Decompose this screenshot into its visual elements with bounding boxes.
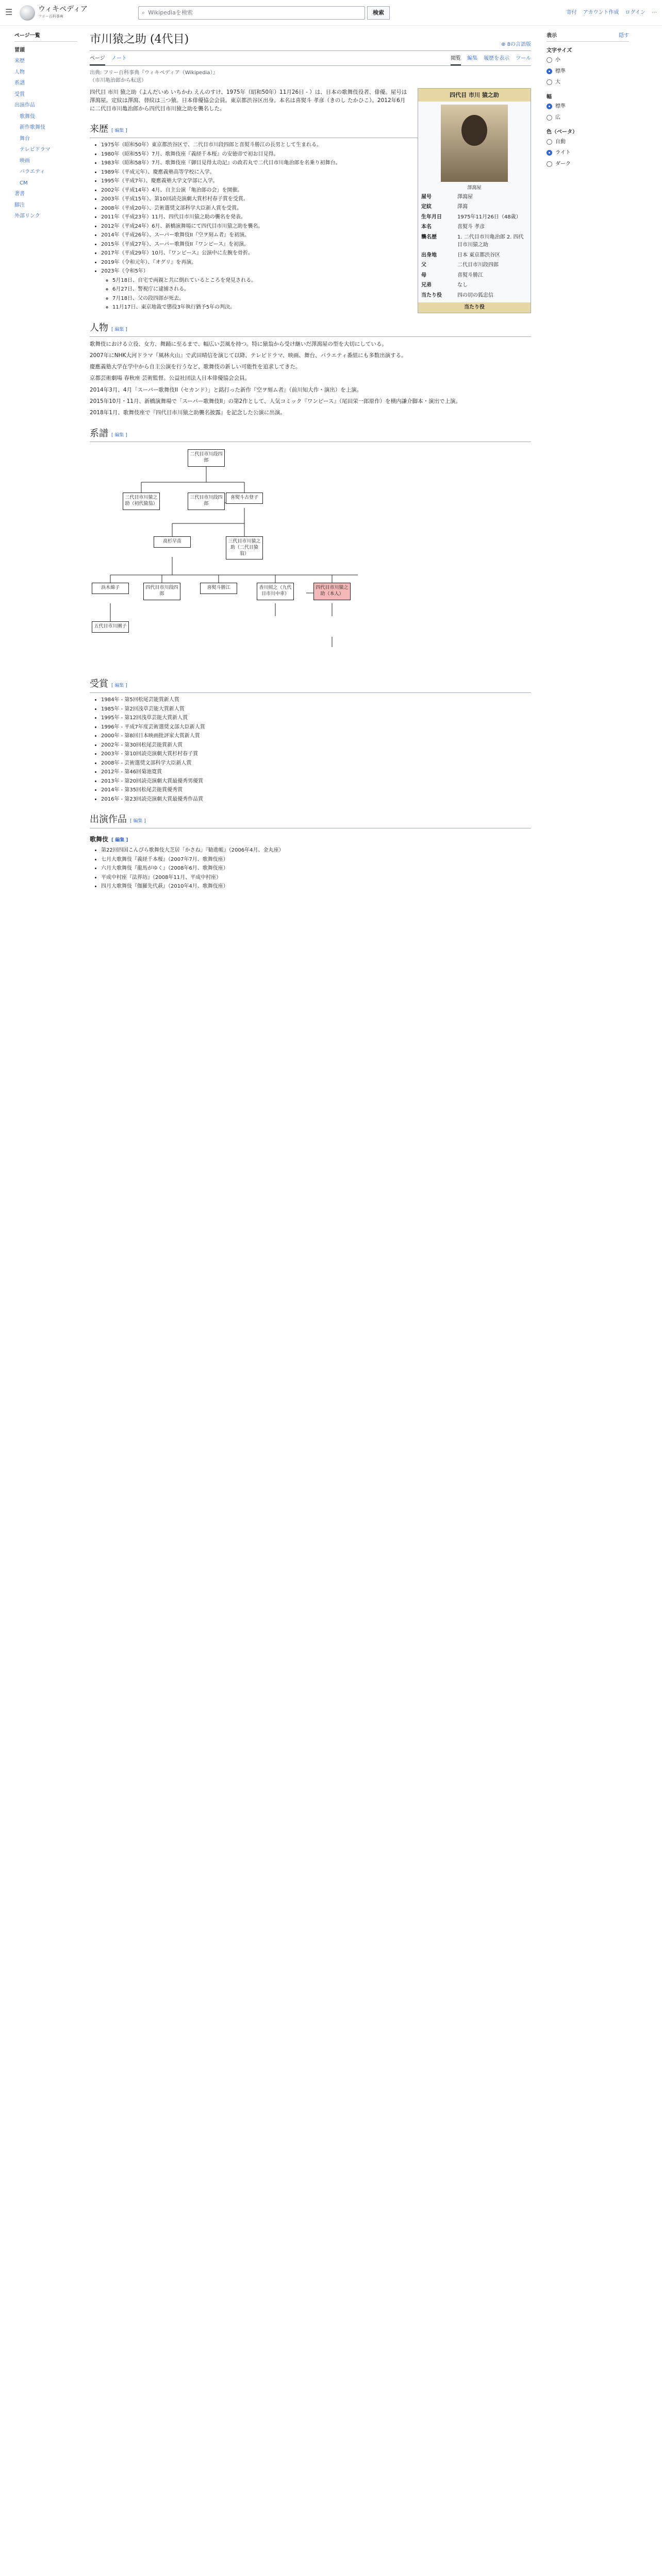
award-item: • 2013年 - 第20回読売演劇大賞最優秀男優賞 bbox=[101, 777, 531, 786]
section-works-title: 出演作品 bbox=[90, 814, 127, 825]
infobox-value: 澤瀉 bbox=[457, 204, 468, 210]
infobox-key: 出身地 bbox=[421, 252, 437, 258]
award-item: • 1996年 - 平成7年度芸術選奨文部大臣新人賞 bbox=[101, 723, 531, 732]
career-item: • 2023年（令和5年） bbox=[101, 267, 531, 276]
text-size-label: 文字サイズ bbox=[547, 47, 572, 54]
section-awards-title: 受賞 bbox=[90, 679, 108, 690]
width-option[interactable] bbox=[547, 112, 629, 124]
infobox-value: なし bbox=[457, 282, 468, 289]
lead-paragraph: 四代目 市川 猿之助（よんだいめ いちかわ えんのすけ、1975年（昭和50年）11月26日 - ）は、日本の歌舞伎役者、俳優。屋号は澤瀉屋。定紋は澤瀉、替紋は三つ猿。日本俳優協会会員。東京都渋谷区出身。本名は喜熨斗 孝彦（きのし たかひこ）。2012年6月に二代目市川亀治郎から四代目市川猿之助を襲名した。 bbox=[90, 89, 407, 112]
section-person-title: 人物 bbox=[90, 322, 108, 333]
infobox-value: 四の切の狐忠信 bbox=[457, 292, 493, 298]
color-option-label: ライト bbox=[555, 150, 571, 156]
subsection-kabuki bbox=[90, 835, 531, 844]
section-family-title: 系譜 bbox=[90, 428, 108, 439]
family-node[interactable]: 二代目市川猿之助（初代猿翁） bbox=[123, 493, 160, 510]
person-paragraph: 2007年にNHK大河ドラマ『風林火山』で武田晴信を演じて以降、テレビドラマ、映画、舞台、バラエティ番組にも多数出演する。 bbox=[90, 352, 407, 359]
infobox-title: 四代目 市川 猿之助 bbox=[418, 89, 531, 101]
infobox-value: 1975年11月26日（48歳） bbox=[457, 214, 521, 220]
infobox-value: 1. 二代目市川亀治郎 2. 四代目市川猿之助 bbox=[457, 234, 524, 248]
radio-icon[interactable] bbox=[547, 150, 552, 156]
kabuki-item: • 七月大歌舞伎『義経千本桜』（2007年7月、歌舞伎座） bbox=[101, 856, 531, 864]
language-button[interactable]: ⊕ 8の言語版 bbox=[501, 41, 531, 47]
redirect-note[interactable]: （市川亀治郎から転送） bbox=[90, 78, 146, 84]
toc-item[interactable]: バラエティ bbox=[20, 169, 45, 175]
toc-item[interactable]: CM bbox=[20, 180, 28, 186]
subsection-kabuki-title: 歌舞伎 bbox=[90, 836, 109, 843]
site-header bbox=[0, 0, 662, 26]
toc-item[interactable]: 系譜 bbox=[14, 80, 25, 86]
text-size-option[interactable] bbox=[547, 55, 629, 66]
width-label: 幅 bbox=[547, 94, 552, 100]
award-item: • 2016年 - 第23回読売演劇大賞最優秀作品賞 bbox=[101, 795, 531, 804]
kabuki-item: • 第22回四国こんぴら歌舞伎大芝居「かさね」『勧進帳』（2006年4月、金丸座） bbox=[101, 846, 531, 855]
appearance-panel bbox=[531, 26, 629, 892]
text-size-option-label: 標準 bbox=[555, 68, 566, 74]
infobox-value: 二代目市川段四郎 bbox=[457, 262, 499, 268]
career-item: • 1995年（平成7年）、慶應義塾大学文学部に入学。 bbox=[101, 177, 531, 185]
infobox-row bbox=[418, 222, 531, 232]
tab-page[interactable]: ページ bbox=[90, 53, 105, 65]
infobox-value: 喜熨斗 孝彦 bbox=[457, 224, 485, 230]
text-size-option[interactable] bbox=[547, 66, 629, 77]
toc-item[interactable]: 歌舞伎 bbox=[20, 113, 35, 120]
color-option[interactable] bbox=[547, 137, 629, 148]
career-item: • 1975年（昭和50年）東京都渋谷区で、二代目市川段四郎と喜熨斗勝江の長男として生まれる。 bbox=[101, 141, 531, 149]
infobox bbox=[418, 88, 531, 313]
toc-item[interactable]: 受賞 bbox=[14, 91, 25, 97]
career-item: • 2002年（平成14年）4月、自主公演「亀治郎の会」を開催。 bbox=[101, 187, 531, 195]
career-item: • 2012年（平成24年）6月、新橋演舞場にて四代目市川猿之助を襲名。 bbox=[101, 223, 531, 231]
toc-item[interactable]: 外部リンク bbox=[14, 213, 40, 219]
color-label: 色（ベータ） bbox=[547, 129, 577, 135]
toc-title: ページ一覧 bbox=[14, 32, 77, 42]
career-item: • 1989年（平成元年）、慶應義塾高等学校に入学。 bbox=[101, 168, 531, 177]
tab-talk[interactable]: ノート bbox=[111, 56, 127, 62]
infobox-key: 本名 bbox=[421, 224, 432, 230]
family-node[interactable]: 高杉早苗 bbox=[154, 536, 191, 548]
edit-link[interactable]: [ 編集 ] bbox=[130, 819, 146, 824]
text-size-option-label: 小 bbox=[555, 57, 560, 63]
toc-item[interactable]: 映画 bbox=[20, 158, 30, 164]
edit-link[interactable]: [ 編集 ] bbox=[111, 327, 127, 332]
kabuki-list bbox=[90, 846, 531, 891]
section-person bbox=[90, 321, 531, 337]
logo-title: ウィキペディア bbox=[38, 5, 88, 14]
radio-icon[interactable] bbox=[547, 69, 552, 74]
infobox-row bbox=[418, 291, 531, 301]
career-subitem: ◦ 6月27日、警視庁に逮捕される。 bbox=[112, 285, 531, 294]
infobox-row bbox=[418, 192, 531, 202]
infobox-key: 当たり役 bbox=[421, 292, 442, 298]
search-icon: ⌕ bbox=[142, 9, 145, 16]
award-item: • 2000年 - 第8回日本映画批評家大賞新人賞 bbox=[101, 732, 531, 740]
family-node[interactable]: 四代目市川猿之助（本人） bbox=[313, 583, 351, 600]
person-paragraph: 2014年3月、4月「スーパー歌舞伎II（セカンド）」と銘打った新作『空ヲ刻ム者』（前川知大作・演出）を上演。 bbox=[90, 386, 362, 393]
search-form bbox=[138, 6, 390, 20]
donate-link[interactable]: 寄付 bbox=[566, 9, 577, 15]
person-paragraph: 2015年10月・11月、新橋演舞場で「スーパー歌舞伎II」の第2作として、人気コミック『ワンピース』（尾田栄一郎原作）を横内謙介脚本・演出で上演。 bbox=[90, 398, 461, 404]
tab-history[interactable]: 履歴を表示 bbox=[484, 56, 510, 62]
page-title-bar bbox=[90, 31, 531, 51]
kabuki-item: • 平成中村座『法界坊』（2008年11月、平成中村座） bbox=[101, 874, 531, 882]
portrait-image[interactable] bbox=[441, 105, 508, 182]
award-item: • 2008年 - 芸術選奨文部科学大臣新人賞 bbox=[101, 759, 531, 768]
infobox-row bbox=[418, 270, 531, 281]
award-item: • 2002年 - 第30回松尾芸能賞新人賞 bbox=[101, 741, 531, 750]
person-paragraph: 歌舞伎における立役、女方、舞踊に至るまで、幅広い芸風を持つ。特に猿翁から受け継いだ澤瀉屋の型を大切にしている。 bbox=[90, 341, 387, 347]
infobox-row bbox=[418, 260, 531, 270]
career-subitem: ◦ 5月18日、自宅で両親と共に倒れているところを発見される。 bbox=[112, 277, 531, 285]
family-node[interactable]: 香川照之（九代目市川中車） bbox=[257, 583, 294, 600]
family-tree bbox=[90, 446, 531, 668]
radio-icon[interactable] bbox=[547, 115, 552, 121]
search-button[interactable]: 検索 bbox=[367, 6, 390, 20]
hide-button[interactable]: 隠す bbox=[619, 33, 629, 39]
width-option-label: 広 bbox=[555, 114, 560, 121]
logo-subtitle: フリー百科事典 bbox=[38, 14, 63, 19]
career-item: • 1980年（昭和55年）7月、歌舞伎座『義経千本桜』の安徳帝で初お目見得。 bbox=[101, 150, 531, 159]
page-title: 市川猿之助 (4代目) bbox=[90, 33, 189, 46]
search-placeholder: Wikipediaを検索 bbox=[148, 9, 193, 16]
career-item: • 2003年（平成15年）、第10回読売演劇大賞杉村春子賞を受賞。 bbox=[101, 195, 531, 204]
infobox-row bbox=[418, 212, 531, 223]
infobox-key: 父 bbox=[421, 262, 426, 268]
radio-icon[interactable] bbox=[547, 104, 552, 109]
award-item: • 2003年 - 第10回読売演劇大賞杉村春子賞 bbox=[101, 750, 531, 758]
career-item: • 2011年（平成23年）11月、四代目市川猿之助の襲名を発表。 bbox=[101, 213, 531, 222]
award-item: • 2014年 - 第35回松尾芸能賞優秀賞 bbox=[101, 786, 531, 794]
infobox-row bbox=[418, 280, 531, 291]
language-button-label: 8の言語版 bbox=[507, 41, 531, 47]
create-account-link[interactable]: アカウント作成 bbox=[583, 9, 619, 15]
source-line: 出典: フリー百科事典『ウィキペディア（Wikipedia）』 bbox=[90, 70, 218, 76]
section-works bbox=[90, 812, 531, 828]
login-link[interactable]: ログイン bbox=[625, 9, 646, 15]
toc-item[interactable]: 新作歌舞伎 bbox=[20, 125, 45, 130]
person-paragraph: 京都芸術劇場 春秋座 芸術監督。公益社団法人日本俳優協会会員。 bbox=[90, 375, 251, 382]
kabuki-item: • 六月大歌舞伎『龍馬がゆく』（2008年6月、歌舞伎座） bbox=[101, 865, 531, 873]
infobox-key: 生年月日 bbox=[421, 214, 442, 220]
tab-edit[interactable]: 編集 bbox=[467, 56, 478, 62]
page-tabs bbox=[90, 51, 531, 66]
career-subitem: ◦ 11月17日、東京地裁で懲役3年執行猶予5年の判決。 bbox=[112, 303, 531, 312]
awards-list bbox=[90, 696, 531, 803]
person-paragraph: 慶應義塾大学在学中から自主公演を行うなど、歌舞伎の新しい可能性を追求してきた。 bbox=[90, 364, 301, 370]
text-size-option-label: 大 bbox=[555, 79, 560, 85]
globe-icon bbox=[20, 5, 35, 21]
career-subitem: ◦ 7月18日、父の段四郎が死去。 bbox=[112, 295, 531, 303]
family-node[interactable]: 喜熨斗古登子 bbox=[226, 493, 263, 504]
career-item: • 2008年（平成20年）、芸術選奨文部科学大臣新人賞を受賞。 bbox=[101, 205, 531, 213]
infobox-row bbox=[418, 202, 531, 212]
kabuki-item: • 四月大歌舞伎『伽羅先代萩』（2010年4月、歌舞伎座） bbox=[101, 883, 531, 891]
width-option[interactable] bbox=[547, 101, 629, 112]
family-node[interactable]: 三代目市川猿之助（二代目猿翁） bbox=[226, 536, 263, 560]
toc-item[interactable]: 脚注 bbox=[14, 202, 25, 208]
section-awards bbox=[90, 677, 531, 693]
radio-icon[interactable] bbox=[547, 161, 552, 167]
infobox-key: 兄弟 bbox=[421, 282, 432, 289]
infobox-row bbox=[418, 232, 531, 250]
section-career-title: 来歴 bbox=[90, 124, 108, 135]
search-input[interactable] bbox=[138, 6, 365, 20]
table-of-contents bbox=[0, 26, 77, 892]
wikipedia-logo[interactable] bbox=[20, 5, 107, 21]
appearance-title: 表示 bbox=[547, 33, 557, 39]
infobox-key: 屋号 bbox=[421, 194, 432, 200]
toc-item[interactable]: 来歴 bbox=[14, 58, 25, 64]
toc-item[interactable]: 人物 bbox=[14, 69, 25, 75]
career-item: • 1983年（昭和58年）7月、歌舞伎座『御目見得太功記』の政若丸で二代目市川亀治郎を名乗り初舞台。 bbox=[101, 159, 531, 167]
career-item: • 2019年（令和元年）、『オグリ』を再演。 bbox=[101, 259, 531, 267]
more-icon[interactable]: ⋯ bbox=[652, 9, 657, 15]
person-paragraph: 2018年1月、歌舞伎座で『四代目市川猿之助襲名披露』を記念した公演に出演。 bbox=[90, 410, 286, 416]
family-node[interactable]: 二代目市川段四郎 bbox=[188, 449, 225, 466]
award-item: • 2012年 - 第46回菊池寛賞 bbox=[101, 768, 531, 776]
family-node[interactable]: 三代目市川段四郎 bbox=[188, 493, 225, 510]
tab-tools[interactable]: ツール bbox=[516, 56, 531, 62]
tab-read[interactable]: 閲覧 bbox=[451, 53, 461, 65]
toc-item[interactable]: テレビドラマ bbox=[20, 147, 51, 152]
radio-icon[interactable] bbox=[547, 79, 552, 85]
toc-item[interactable]: 出演作品 bbox=[14, 103, 35, 108]
infobox-key: 母 bbox=[421, 272, 426, 278]
career-item: • 2017年（平成29年）10月、『ワンピース』公演中に左腕を骨折。 bbox=[101, 249, 531, 258]
family-node[interactable]: 喜熨斗勝江 bbox=[200, 583, 237, 594]
appearance-header bbox=[547, 32, 629, 42]
award-item: • 1995年 - 第12回浅草芸能大賞新人賞 bbox=[101, 714, 531, 722]
hamburger-menu-icon[interactable]: ☰ bbox=[5, 7, 13, 18]
radio-icon[interactable] bbox=[547, 57, 552, 63]
edit-link[interactable]: [ 編集 ] bbox=[111, 128, 127, 134]
width-option-label: 標準 bbox=[555, 104, 566, 109]
article bbox=[77, 26, 531, 892]
edit-link[interactable]: [ 編集 ] bbox=[111, 683, 127, 689]
infobox-section: 当たり役 bbox=[418, 302, 531, 313]
radio-icon[interactable] bbox=[547, 139, 552, 145]
career-item: • 2015年（平成27年）、スーパー歌舞伎II『ワンピース』を初演。 bbox=[101, 241, 531, 249]
color-option-label: ダーク bbox=[555, 161, 571, 167]
infobox-caption: 澤瀉屋 bbox=[467, 185, 482, 191]
edit-link[interactable]: [ 編集 ] bbox=[111, 838, 128, 843]
color-option-label: 自動 bbox=[555, 139, 566, 145]
career-item: • 2014年（平成26年）、スーパー歌舞伎II『空ヲ刻ム者』を初演。 bbox=[101, 231, 531, 240]
infobox-value: 喜熨斗勝江 bbox=[457, 272, 483, 278]
award-item: • 1985年 - 第2回浅草芸能大賞新人賞 bbox=[101, 705, 531, 714]
infobox-row bbox=[418, 250, 531, 261]
family-node[interactable]: 四代目市川段四郎 bbox=[143, 583, 180, 600]
edit-link[interactable]: [ 編集 ] bbox=[111, 432, 127, 438]
infobox-value: 澤瀉屋 bbox=[457, 194, 473, 200]
toc-item[interactable]: 冒頭 bbox=[14, 47, 25, 53]
infobox-value: 日本 東京都渋谷区 bbox=[457, 252, 501, 258]
color-option[interactable] bbox=[547, 147, 629, 159]
section-family bbox=[90, 427, 531, 443]
toc-item[interactable]: 著書 bbox=[14, 191, 25, 197]
toc-item[interactable]: 舞台 bbox=[20, 135, 30, 142]
family-node[interactable]: 浜木綿子 bbox=[92, 583, 129, 594]
infobox-key: 定紋 bbox=[421, 204, 432, 210]
family-node[interactable]: 五代目市川團子 bbox=[92, 621, 129, 633]
color-option[interactable] bbox=[547, 159, 629, 170]
text-size-option[interactable] bbox=[547, 77, 629, 88]
infobox-key: 襲名歴 bbox=[421, 234, 437, 240]
award-item: • 1984年 - 第5回松尾芸能賞新人賞 bbox=[101, 696, 531, 704]
user-links bbox=[567, 9, 657, 17]
